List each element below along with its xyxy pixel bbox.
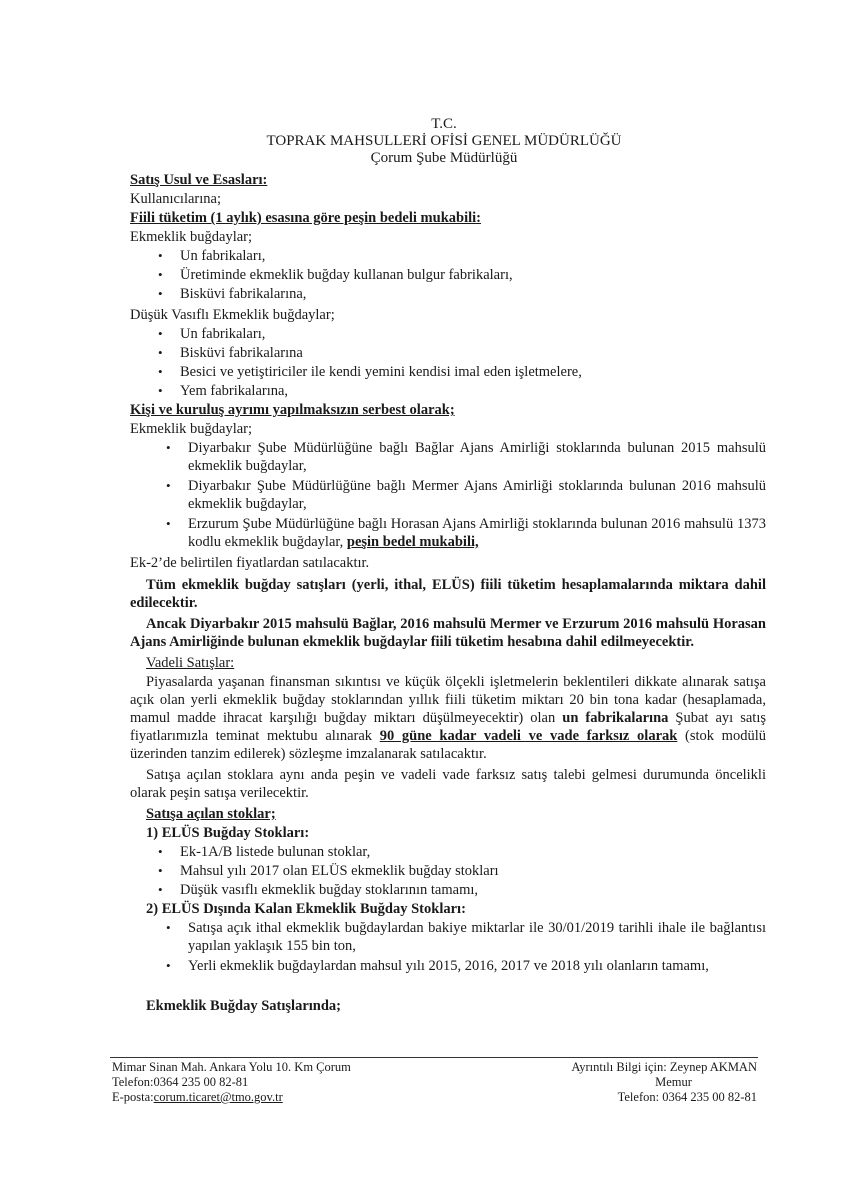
bold-paragraph-1: Tüm ekmeklik buğday satışları (yerli, ithal, ELÜS) fiili tüketim hesaplamalarında miktara dahil edilecektir. bbox=[130, 577, 766, 611]
list-item: • Bisküvi fabrikalarına bbox=[130, 344, 766, 363]
elus-list bbox=[130, 843, 766, 900]
non-elus-heading: 2) ELÜS Dışında Kalan Ekmeklik Buğday Stokları: bbox=[146, 901, 466, 917]
priority-paragraph: Satışa açılan stoklara aynı anda peşin ve vadeli vade farksız satış talebi gelmesi durumunda öncelikli olarak peşin satışa verilecektir. bbox=[130, 767, 766, 801]
list-item: • Yem fabrikalarına, bbox=[130, 382, 766, 401]
closing-heading: Ekmeklik Buğday Satışlarında; bbox=[146, 998, 341, 1014]
prices-line: Ek-2’de belirtilen fiyatlardan satılacaktır. bbox=[130, 555, 370, 571]
heading-stocks: Satışa açılan stoklar; bbox=[146, 806, 276, 822]
cash-payment-emph: peşin bedel mukabili, bbox=[346, 534, 479, 550]
footer-email-line: E-posta:corum.ticaret@tmo.gov.tr bbox=[112, 1090, 283, 1104]
elus-heading: 1) ELÜS Buğday Stokları: bbox=[146, 825, 310, 841]
footer-role: Memur bbox=[655, 1075, 692, 1089]
list-item: • Düşük vasıflı ekmeklik buğday stoklarının tamamı, bbox=[130, 881, 766, 900]
list-item: • Erzurum Şube Müdürlüğüne bağlı Horasan Ajans Amirliği stoklarında bulunan 2016 mahsulü 1373 kodlu ekmeklik buğdaylar, peşin bedel mukabili, bbox=[130, 515, 766, 551]
bold-paragraph-2: Ancak Diyarbakır 2015 mahsulü Bağlar, 2016 mahsulü Mermer ve Erzurum 2016 mahsulü Horasan Ajans Amirliğinde bulunan ekmeklik buğdaylar fiili tüketim hesabına dahil edilmeyecektir. bbox=[130, 616, 766, 650]
footer-contact-block bbox=[520, 1060, 757, 1105]
heading-actual-consumption: Fiili tüketim (1 aylık) esasına göre peşin bedeli mukabili: bbox=[130, 210, 481, 226]
list-item: • Satışa açık ithal ekmeklik buğdaylardan bakiye miktarlar ile 30/01/2019 tarihli ihale ile bağlantısı yapılan yaklaşık 155 bin ton, bbox=[130, 919, 766, 955]
list-item: • Besici ve yetiştiriciler ile kendi yemini kendisi imal eden işletmelere, bbox=[130, 363, 766, 382]
list-item: • Un fabrikaları, bbox=[130, 247, 766, 266]
footer-contact-phone: Telefon: 0364 235 00 82-81 bbox=[617, 1090, 757, 1104]
s2-list bbox=[130, 439, 766, 551]
header-tc: T.C. bbox=[431, 116, 457, 132]
list-item: • Mahsul yılı 2017 olan ELÜS ekmeklik buğday stokları bbox=[130, 862, 766, 881]
non-elus-list bbox=[130, 919, 766, 975]
list-item: • Un fabrikaları, bbox=[130, 325, 766, 344]
document-body bbox=[130, 171, 766, 1015]
list-item: • Diyarbakır Şube Müdürlüğüne bağlı Mermer Ajans Amirliği stoklarında bulunan 2016 mahsulü ekmeklik buğdaylar, bbox=[130, 477, 766, 513]
list-item: • Üretiminde ekmeklik buğday kullanan bulgur fabrikaları, bbox=[130, 266, 766, 285]
footer-divider bbox=[110, 1057, 758, 1058]
list-item: • Bisküvi fabrikalarına, bbox=[130, 285, 766, 304]
heading-term-sales: Vadeli Satışlar: bbox=[146, 655, 235, 671]
users-line: Kullanıcılarına; bbox=[130, 191, 221, 207]
list-item: • Ek-1A/B listede bulunan stoklar, bbox=[130, 843, 766, 862]
header-org: TOPRAK MAHSULLERİ OFİSİ GENEL MÜDÜRLÜĞÜ bbox=[266, 133, 622, 149]
header-branch: Çorum Şube Müdürlüğü bbox=[370, 150, 518, 166]
group1-list bbox=[130, 247, 766, 304]
term-sales-paragraph: Piyasalarda yaşanan finansman sıkıntısı ve küçük ölçekli işletmelerin beklentileri dikkate alınarak satışa açık olan yerli ekmeklik buğday stoklarından yıllık fiili tüketim miktarı 20 bin tona kadar (hesaplamada, mamul madde ihracat karşılığı buğday miktarı düşülmeyecektir) olan un fabrikalarına Şubat ayı satış fiyatlarımızla teminat mektubu alınarak 90 güne kadar vadeli ve vade farksız olarak (stok modülü üzerinden tanzim edilerek) sözleşme imzalanarak satılacaktır. bbox=[130, 674, 766, 762]
s2-title: Ekmeklik buğdaylar; bbox=[130, 421, 253, 437]
email-link[interactable]: corum.ticaret@tmo.gov.tr bbox=[153, 1090, 283, 1104]
footer-address: Mimar Sinan Mah. Ankara Yolu 10. Km Çorum bbox=[112, 1060, 351, 1074]
group2-title: Düşük Vasıflı Ekmeklik buğdaylar; bbox=[130, 307, 335, 323]
footer-contact: Ayrıntılı Bilgi için: Zeynep AKMAN bbox=[571, 1060, 757, 1074]
letterhead bbox=[0, 116, 848, 167]
footer-address-block bbox=[112, 1060, 351, 1105]
list-item: • Diyarbakır Şube Müdürlüğüne bağlı Bağlar Ajans Amirliği stoklarında bulunan 2015 mahsulü ekmeklik buğdaylar, bbox=[130, 439, 766, 475]
footer-phone: Telefon:0364 235 00 82-81 bbox=[112, 1075, 249, 1089]
heading-sales-rules: Satış Usul ve Esasları: bbox=[130, 172, 268, 188]
group1-title: Ekmeklik buğdaylar; bbox=[130, 229, 253, 245]
list-item: • Yerli ekmeklik buğdaylardan mahsul yılı 2015, 2016, 2017 ve 2018 yılı olanların tamamı, bbox=[130, 957, 766, 975]
group2-list bbox=[130, 325, 766, 401]
heading-open-sale: Kişi ve kuruluş ayrımı yapılmaksızın serbest olarak; bbox=[130, 402, 455, 418]
